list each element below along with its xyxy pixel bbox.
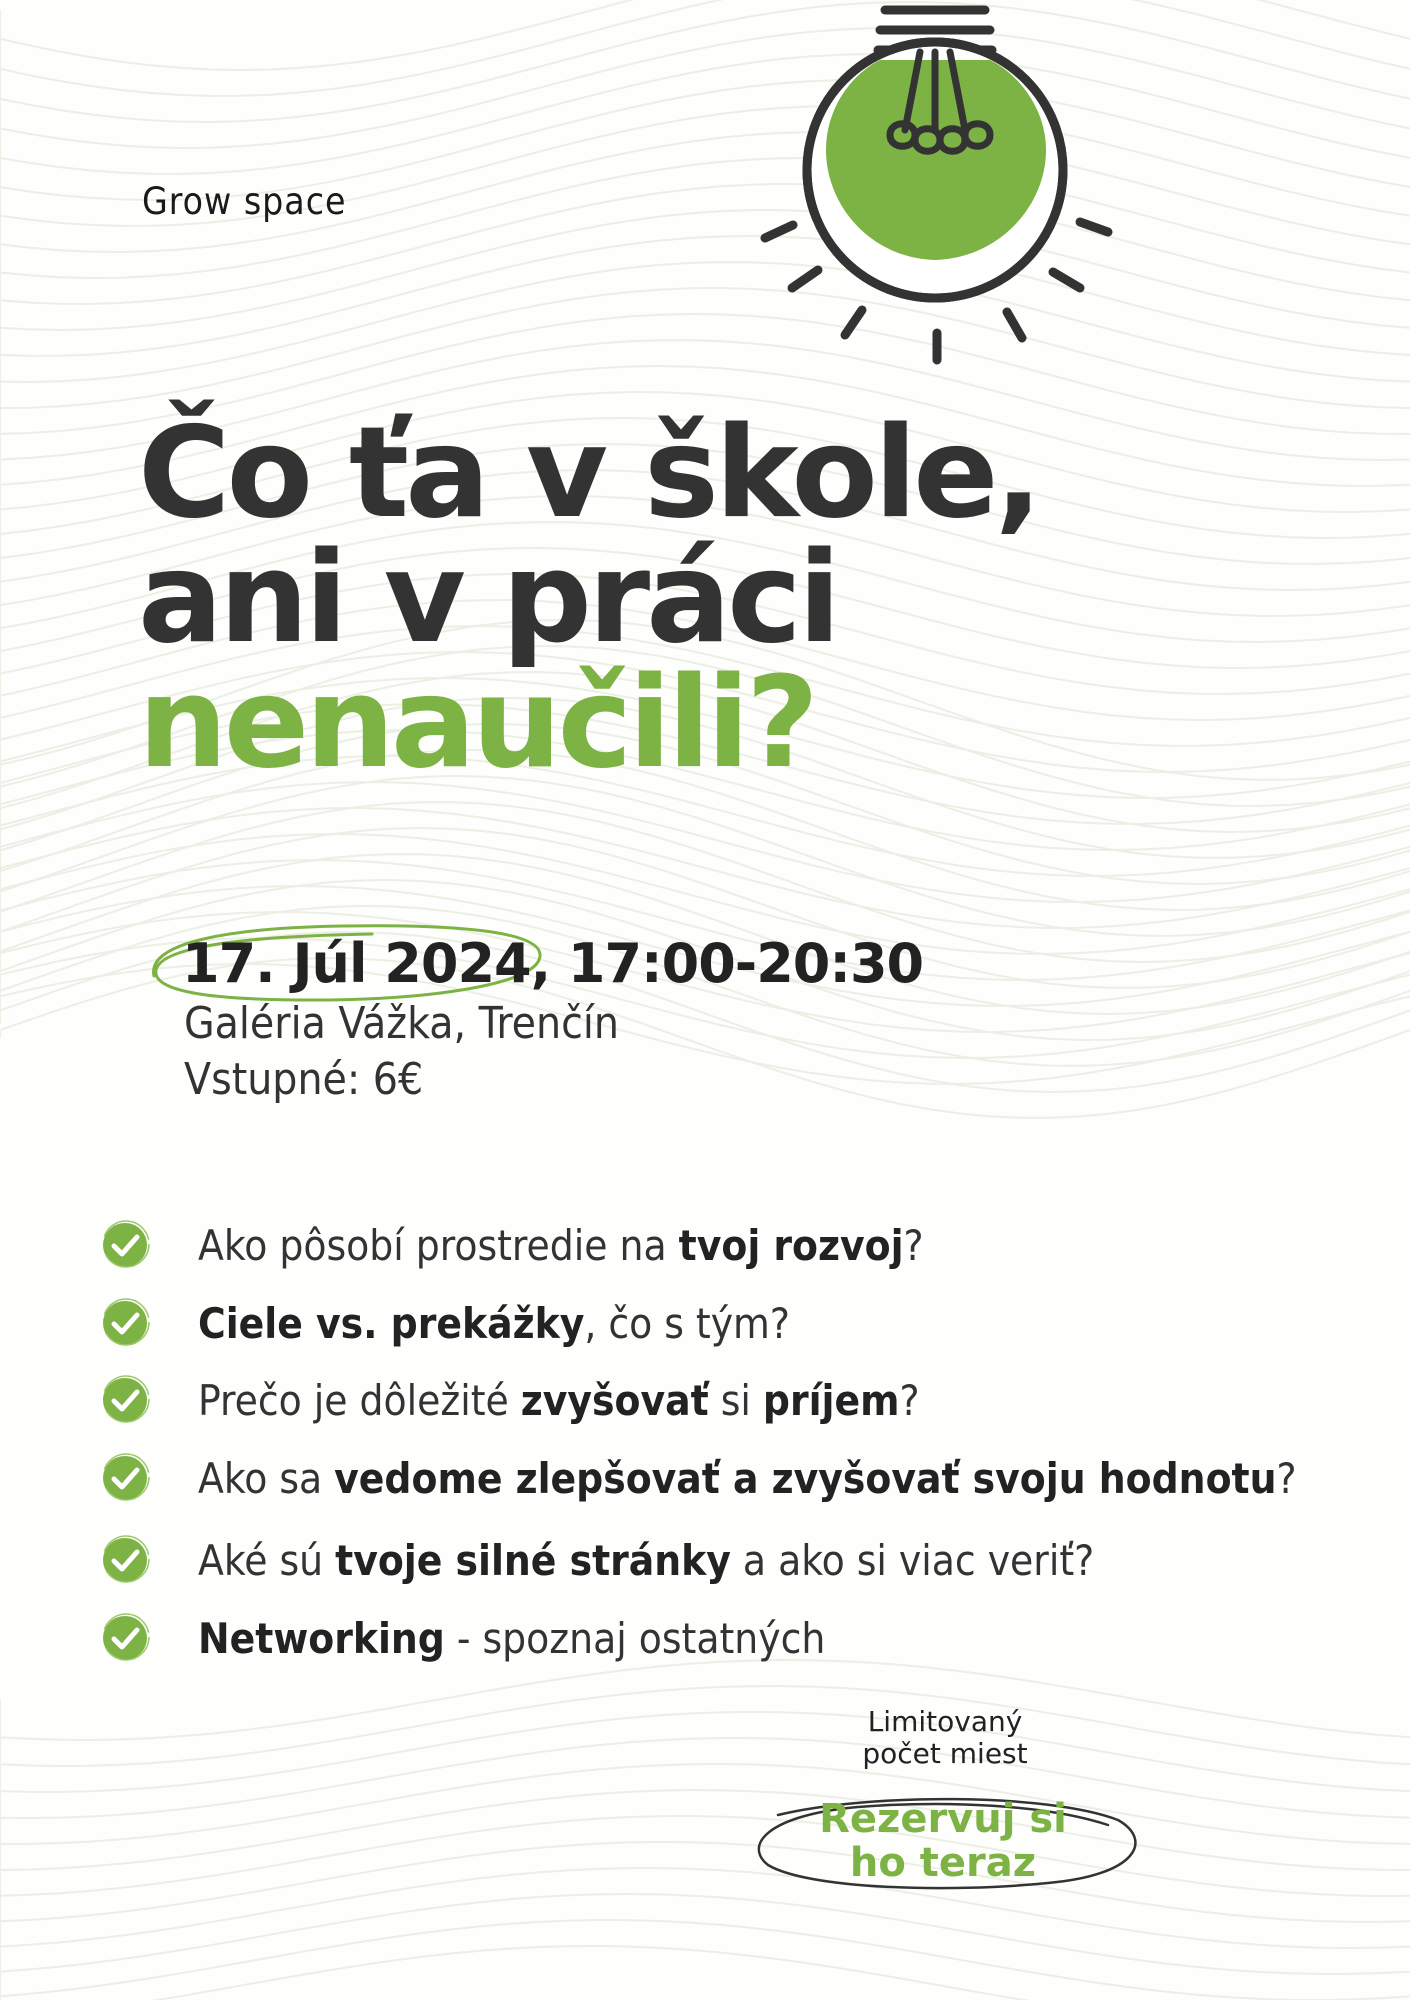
- topic-text: [198, 1614, 825, 1663]
- topic-text: [198, 1221, 924, 1270]
- lightbulb-icon: [740, 0, 1120, 380]
- limited-seats-line-2: počet miest: [862, 1737, 1028, 1770]
- topic-text-regular: Ako sa: [198, 1453, 335, 1503]
- check-circle-icon: [100, 1453, 150, 1503]
- limited-seats-line-1: Limitovaný: [867, 1705, 1023, 1738]
- headline-line-1: Čo ťa v škole,: [138, 399, 1039, 546]
- event-venue: Galéria Vážka, Trenčín: [184, 998, 619, 1049]
- topic-item: [100, 1453, 1297, 1503]
- event-date: 17. Júl 2024, 17:00-20:30: [182, 932, 924, 995]
- topic-text: [198, 1376, 920, 1425]
- event-date-block: [182, 932, 923, 995]
- check-circle-icon: [100, 1613, 150, 1663]
- topic-text-regular: si: [708, 1375, 763, 1425]
- topic-text-regular: ?: [1276, 1453, 1297, 1503]
- topic-text: [198, 1454, 1297, 1503]
- topic-item: [100, 1375, 920, 1425]
- headline-line-3: nenaučili?: [138, 649, 815, 796]
- headline: [138, 399, 1039, 796]
- topic-text-regular: Ako pôsobí prostredie na: [198, 1220, 679, 1270]
- topic-text-regular: - spoznaj ostatných: [444, 1613, 826, 1663]
- topic-text-regular: a ako si viac veriť?: [730, 1535, 1095, 1585]
- topic-item: [100, 1535, 1094, 1585]
- topic-text-regular: Prečo je dôležité: [198, 1375, 521, 1425]
- topic-text-bold: tvoj rozvoj: [678, 1220, 904, 1270]
- topic-text-regular: Aké sú: [198, 1535, 336, 1585]
- brand-name: Grow space: [142, 180, 347, 223]
- topic-text-bold: Ciele vs. prekážky: [198, 1298, 585, 1348]
- reserve-label-line-2: ho teraz: [849, 1840, 1037, 1886]
- topic-text-regular: , čo s tým?: [584, 1298, 790, 1348]
- check-circle-icon: [100, 1220, 150, 1270]
- limited-seats-note: [820, 1706, 1070, 1770]
- topic-item: [100, 1220, 924, 1270]
- topic-text-bold: tvoje silné stránky: [335, 1535, 731, 1585]
- topic-text-regular: ?: [899, 1375, 920, 1425]
- topic-text: [198, 1536, 1094, 1585]
- event-fee: Vstupné: 6€: [184, 1054, 424, 1105]
- check-circle-icon: [100, 1375, 150, 1425]
- check-circle-icon: [100, 1298, 150, 1348]
- topic-text-bold: zvyšovať: [520, 1375, 709, 1425]
- reserve-label-line-1: Rezervuj si: [819, 1796, 1067, 1842]
- reserve-button[interactable]: [748, 1785, 1148, 1895]
- topic-text-bold: vedome zlepšovať a zvyšovať svoju hodnotu: [334, 1453, 1277, 1503]
- topic-text: [198, 1299, 790, 1348]
- topic-item: [100, 1613, 825, 1663]
- topic-item: [100, 1298, 790, 1348]
- topic-text-bold: príjem: [762, 1375, 900, 1425]
- headline-line-2: ani v práci: [138, 524, 838, 671]
- topic-text-bold: Networking: [198, 1613, 445, 1663]
- reserve-button-label: [748, 1797, 1138, 1885]
- topic-text-regular: ?: [903, 1220, 924, 1270]
- check-circle-icon: [100, 1535, 150, 1585]
